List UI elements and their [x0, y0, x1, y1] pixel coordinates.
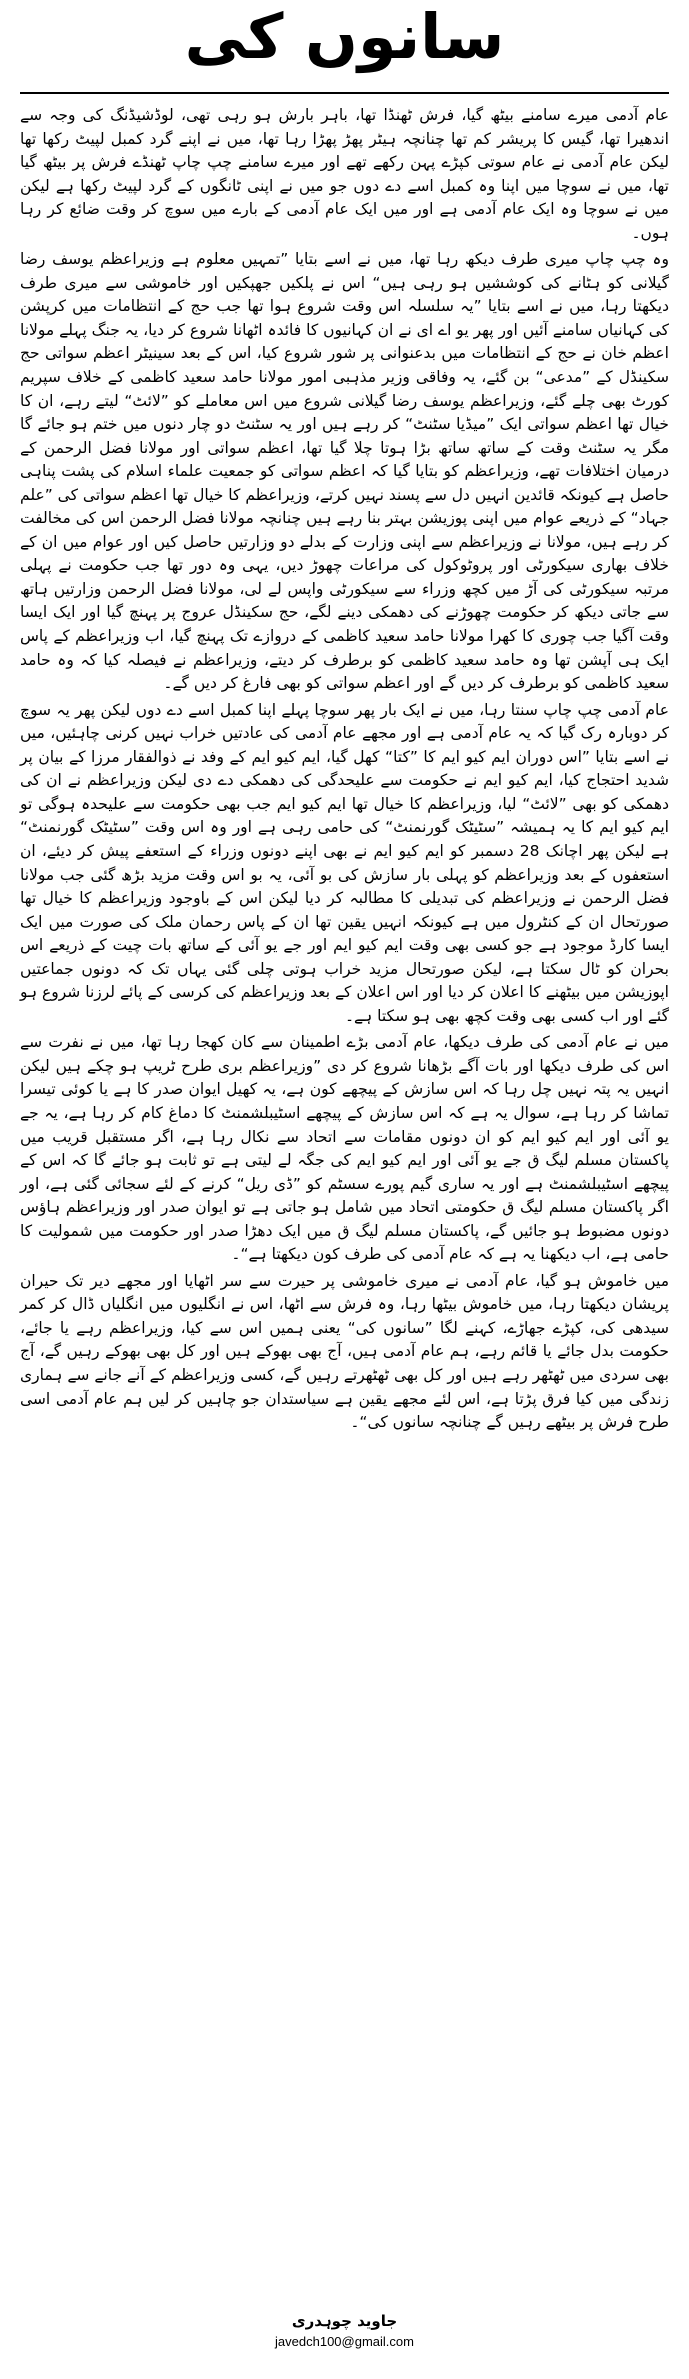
- article-paragraph: عام آدمی چپ چاپ سنتا رہا، میں نے ایک بار پھر سوچا پہلے اپنا کمبل اسے دے دوں لیکن پھر یہ سوچ کر دوبارہ رک گیا کہ یہ عام آدمی ہے اور مجھے عام آدمی کی عادتیں خراب نہیں کرنی چاہئیں، میں نے اسے بتایا ”اس دوران ایم کیو ایم کا ”کتا“ کھل گیا، ایم کیو ایم کے وفد نے ذوالفقار مرزا کے بیان پر شدید احتجاج کیا، ایم کیو ایم نے حکومت سے علیحدگی کی دھمکی دے دی لیکن وزیراعظم نے ان کی دھمکی کو بھی ”لائٹ“ لیا، وزیراعظم کا خیال تھا ایم کیو ایم جب بھی حکومت سے علیحدہ ہوگی تو ایم کیو ایم کا یہ ہمیشہ ”سٹیٹک گورنمنٹ“ کی حامی رہی ہے اور وہ اس وقت ”سٹیٹک گورنمنٹ“ ہے لیکن پھر اچانک 28 دسمبر کو ایم کیو ایم نے بھی اپنے دونوں وزراء کے استعفے پیش کر دیئے، ان استعفوں کے بعد وزیراعظم کو پہلی بار سازش کی بو آئی، یہ بو اس وقت مزید بڑھ گئی جب مولانا فضل الرحمن نے وزیراعظم کی تبدیلی کا مطالبہ کر دیا لیکن اس کے باوجود وزیراعظم کا خیال تھا صورتحال ان کے کنٹرول میں ہے کیونکہ انہیں یقین تھا ان کے پاس رحمان ملک کی صورت میں ایک ایسا کارڈ موجود ہے جو کسی بھی وقت ایم کیو ایم اور جے یو آئی کے ساتھ بات چیت کے ذریعے اس بحران کو ٹال سکتا ہے، لیکن صورتحال مزید خراب ہوتی چلی گئی یہاں تک کہ دونوں جماعتیں اپوزیشن میں بیٹھنے کا اعلان کر دیا اور اس اعلان کے بعد وزیراعظم کی کرسی کے پائے لرزنا شروع ہو گئے اور اب کسی بھی وقت کچھ بھی ہو سکتا ہے۔: [20, 700, 669, 1025]
- title-divider: [20, 92, 669, 94]
- article-paragraph: میں نے عام آدمی کی طرف دیکھا، عام آدمی بڑے اطمینان سے کان کھجا رہا تھا، میں نے نفرت سے اس کی طرف دیکھا اور بات آگے بڑھانا شروع کر دی ”وزیراعظم بری طرح ٹریپ ہو چکے ہیں لیکن انہیں یہ پتہ نہیں چل رہا کہ اس سازش کے پیچھے کون ہے، یہ کھیل ایوان صدر کا ہے یا کوئی تیسرا تماشا کر رہا ہے، سوال یہ ہے کہ اس سازش کے پیچھے اسٹیبلشمنٹ کا دماغ کام کر رہا ہے، یہ جے یو آئی اور ایم کیو ایم کو ان دونوں مقامات سے اتحاد سے نکال رہا ہے، اگر مستقبل قریب میں پاکستان مسلم لیگ ق جے یو آئی اور ایم کیو ایم کی جگہ لے لیتی ہے تو ثابت ہو جائے گا کہ اس کے پیچھے اسٹیبلشمنٹ ہے اور یہ ساری گیم پورے سسٹم کو ”ڈی ریل“ کرنے کے لئے سجائی گئی ہے، اور اگر پاکستان مسلم لیگ ق حکومتی اتحاد میں شامل ہو جاتی ہے تو ایوان صدر اور وزیراعظم ہاؤس دونوں مضبوط ہو جائیں گے، پاکستان مسلم لیگ ق میں ایک دھڑا صدر اور حکومت میں شمولیت کا حامی ہے، اب دیکھنا یہ ہے کہ عام آدمی کی طرف کون دیکھتا ہے“۔: [20, 1033, 669, 1264]
- column-title: سانوں کی: [184, 0, 505, 73]
- article-paragraph: عام آدمی میرے سامنے بیٹھ گیا، فرش ٹھنڈا تھا، باہر بارش ہو رہی تھی، لوڈشیڈنگ کی وجہ سے اندھیرا تھا، گیس کا پریشر کم تھا چنانچہ ہیٹر پھڑ پھڑا رہا تھا، میں نے اپنے گرد کمبل لپیٹ رکھا تھا لیکن عام آدمی نے عام سوتی کپڑے پہن رکھے تھے اور میرے سامنے چپ چاپ ٹھنڈے فرش پر بیٹھ گیا تھا، میں نے سوچا میں اپنا وہ کمبل اسے دے دوں جو میں نے اپنی ٹانگوں کے گرد لپیٹ رکھا ہے لیکن میں نے سوچا وہ ایک عام آدمی ہے اور میں ایک عام آدمی کے بارے میں سوچ کر وقت ضائع کر رہا ہوں۔: [20, 106, 669, 242]
- article-paragraph: وہ چپ چاپ میری طرف دیکھ رہا تھا، میں نے اسے بتایا ”تمہیں معلوم ہے وزیراعظم یوسف رضا گیلانی کو ہٹانے کی کوششیں ہو رہی ہیں“ اس نے پلکیں جھپکیں اور خاموشی سے میری طرف دیکھتا رہا، میں نے اسے بتایا ”یہ سلسلہ اس وقت شروع ہوا تھا جب حج کے انتظامات میں کرپشن کی کہانیاں سامنے آئیں اور پھر یو اے ای نے ان کہانیوں کا فائدہ اٹھانا شروع کر دیا، یہ جنگ پہلے مولانا اعظم خان نے حج کے انتظامات میں بدعنوانی پر شور شروع کیا، اس کے بعد سینیٹر اعظم سواتی حج سکینڈل کے ”مدعی“ بن گئے، یہ وفاقی وزیر مذہبی امور مولانا حامد سعید کاظمی کے خلاف سپریم کورٹ بھی چلے گئے، وزیراعظم یوسف رضا گیلانی شروع میں اس معاملے کو ”لائٹ“ لیتے رہے، ان کا خیال تھا اعظم سواتی ایک ”میڈیا سٹنٹ“ کر رہے ہیں اور یہ سٹنٹ دو چار دنوں میں ختم ہو جائے گا مگر یہ سٹنٹ وقت کے ساتھ ساتھ بڑا ہوتا چلا گیا تھا، اعظم سواتی اور مولانا فضل الرحمن کے درمیان اختلافات تھے، وزیراعظم کو بتایا گیا کہ اعظم سواتی کو جمعیت علماء اسلام کی پشت پناہی حاصل ہے کیونکہ قائدین انہیں دل سے پسند نہیں کرتے، وزیراعظم کا خیال تھا اعظم سواتی کی ”علم جہاد“ کے ذریعے عوام میں اپنی پوزیشن بہتر بنا رہے ہیں چنانچہ مولانا فضل الرحمن اس کی مخالفت کر رہے ہیں، مولانا نے وزیراعظم سے اپنی وزارت کے بدلے دو وزارتیں حاصل کیں اور عوام میں ان کے خلاف بھاری سیکورٹی اور پروٹوکول کی مراعات چھوڑ دیں، یہی وہ دور تھا جب حکومت نے پہلی مرتبہ سیکورٹی کی آڑ میں کچھ وزراء سے سیکورٹی واپس لے لی، مولانا فضل الرحمن وزارتیں ہاتھ سے جاتی دیکھ کر حکومت چھوڑنے کی دھمکی دینے لگے، حج سکینڈل عروج پر پہنچ گیا اور ایک ایسا وقت آگیا جب چوری کا کھرا مولانا حامد سعید کاظمی کے دروازے تک پہنچ گیا، اب وزیراعظم کے پاس ایک ہی آپشن تھا وہ حامد سعید کاظمی کو برطرف کر دیتے، وزیراعظم نے فیصلہ کیا کہ وہ حامد سعید کاظمی کو برطرف کر دیں گے اور اعظم سواتی کو بھی فارغ کر دیں گے۔: [20, 250, 669, 693]
- article-paragraph: میں خاموش ہو گیا، عام آدمی نے میری خاموشی پر حیرت سے سر اٹھایا اور مجھے دیر تک حیران پریشان دیکھتا رہا، میں خاموش بیٹھا رہا، وہ فرش سے اٹھا، اس نے انگلیوں میں انگلیاں ڈال کر کمر سیدھی کی، کپڑے جھاڑے، کہنے لگا ”سانوں کی“ یعنی ہمیں اس سے کیا، وزیراعظم رہے یا جائے، حکومت بدل جائے یا قائم رہے، ہم عام آدمی ہیں، آج بھی بھوکے ہیں اور کل بھی بھوکے رہیں گے، آج بھی سردی میں ٹھٹھر رہے ہیں اور کل بھی ٹھٹھرتے رہیں گے، کسی وزیراعظم کے آنے جانے سے ہماری زندگی میں کیا فرق پڑتا ہے، اس لئے مجھے یقین ہے سیاستدان جو چاہیں کر لیں ہم عام آدمی اسی طرح فرش پر بیٹھے رہیں گے چنانچہ سانوں کی“۔: [20, 1271, 669, 1432]
- byline: [0, 2312, 689, 2349]
- author-email: javedch100@gmail.com: [275, 2334, 414, 2349]
- author-name: جاوید چوہدری: [291, 2312, 398, 2330]
- article-body: [20, 104, 669, 1435]
